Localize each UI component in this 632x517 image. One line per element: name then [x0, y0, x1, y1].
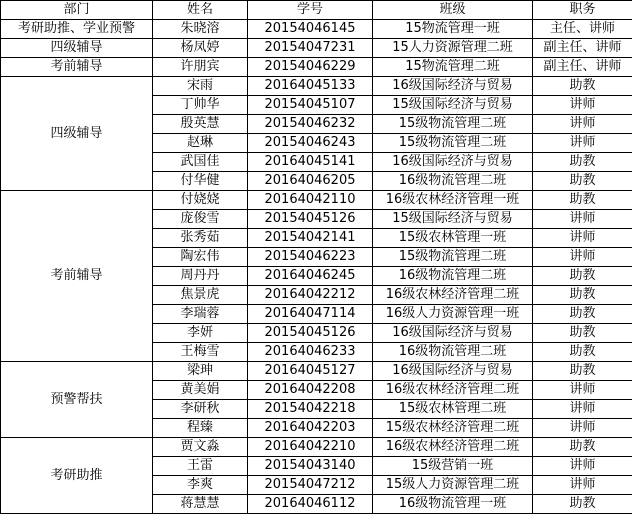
class-cell: 16级物流管理二班 [373, 267, 533, 286]
dept-cell: 考研助推、学业预警 [1, 20, 153, 39]
name-cell: 王梅雪 [153, 343, 248, 362]
class-cell: 16级国际经济与贸易 [373, 362, 533, 381]
student-id-cell: 20154047212 [248, 476, 373, 495]
class-cell: 16级农林经济管理一班 [373, 191, 533, 210]
student-id-cell: 20154045126 [248, 210, 373, 229]
role-cell: 助教 [533, 343, 632, 362]
student-id-cell: 20164042208 [248, 381, 373, 400]
header-student-id: 学号 [248, 1, 373, 20]
student-id-cell: 20164042212 [248, 286, 373, 305]
header-row [1, 1, 632, 20]
role-cell: 讲师 [533, 381, 632, 400]
table-row [1, 39, 632, 58]
role-cell: 讲师 [533, 96, 632, 115]
table-row [1, 362, 632, 381]
class-cell: 16级农林经济管理二班 [373, 381, 533, 400]
class-cell: 15级国际经济与贸易 [373, 210, 533, 229]
name-cell: 周丹丹 [153, 267, 248, 286]
name-cell: 贾文淼 [153, 438, 248, 457]
class-cell: 16级物流管理二班 [373, 343, 533, 362]
role-cell: 助教 [533, 77, 632, 96]
dept-cell: 预警帮扶 [1, 362, 153, 438]
name-cell: 付娆娆 [153, 191, 248, 210]
class-cell: 15级物流管理二班 [373, 134, 533, 153]
student-id-cell: 20154045126 [248, 324, 373, 343]
name-cell: 李瑞蓉 [153, 305, 248, 324]
dept-cell: 考研助推 [1, 438, 153, 514]
table-row [1, 20, 632, 39]
role-cell: 助教 [533, 438, 632, 457]
student-id-cell: 20164046205 [248, 172, 373, 191]
role-cell: 讲师 [533, 115, 632, 134]
class-cell: 15级农林经济管理二班 [373, 419, 533, 438]
student-id-cell: 20154047231 [248, 39, 373, 58]
name-cell: 张秀茹 [153, 229, 248, 248]
role-cell: 主任、讲师 [533, 20, 632, 39]
class-cell: 16级人力资源管理一班 [373, 305, 533, 324]
header-role: 职务 [533, 1, 632, 20]
student-id-cell: 20154046232 [248, 115, 373, 134]
role-cell: 讲师 [533, 229, 632, 248]
class-cell: 15级人力资源管理二班 [373, 476, 533, 495]
class-cell: 16级农林经济管理二班 [373, 438, 533, 457]
table-row [1, 77, 632, 96]
student-id-cell: 20154042218 [248, 400, 373, 419]
student-id-cell: 20154045107 [248, 96, 373, 115]
student-id-cell: 20154043140 [248, 457, 373, 476]
class-cell: 15物流管理二班 [373, 58, 533, 77]
class-cell: 15级物流管理二班 [373, 115, 533, 134]
class-cell: 16级物流管理二班 [373, 172, 533, 191]
class-cell: 15级国际经济与贸易 [373, 96, 533, 115]
class-cell: 15级营销一班 [373, 457, 533, 476]
dept-cell: 考前辅导 [1, 58, 153, 77]
student-id-cell: 20164047114 [248, 305, 373, 324]
role-cell: 讲师 [533, 210, 632, 229]
table-row [1, 438, 632, 457]
role-cell: 副主任、讲师 [533, 39, 632, 58]
role-cell: 助教 [533, 267, 632, 286]
role-cell: 助教 [533, 286, 632, 305]
role-cell: 助教 [533, 172, 632, 191]
dept-cell: 四级辅导 [1, 39, 153, 58]
class-cell: 15级农林管理一班 [373, 229, 533, 248]
student-id-cell: 20164042110 [248, 191, 373, 210]
header-name: 姓名 [153, 1, 248, 20]
header-class: 班级 [373, 1, 533, 20]
student-id-cell: 20154046243 [248, 134, 373, 153]
name-cell: 蒋慧慧 [153, 495, 248, 514]
student-id-cell: 20164042210 [248, 438, 373, 457]
role-cell: 讲师 [533, 400, 632, 419]
table-row [1, 191, 632, 210]
student-id-cell: 20154046223 [248, 248, 373, 267]
student-id-cell: 20164046112 [248, 495, 373, 514]
name-cell: 李研秋 [153, 400, 248, 419]
role-cell: 讲师 [533, 419, 632, 438]
name-cell: 程臻 [153, 419, 248, 438]
role-cell: 助教 [533, 495, 632, 514]
name-cell: 王雷 [153, 457, 248, 476]
role-cell: 助教 [533, 305, 632, 324]
name-cell: 李妍 [153, 324, 248, 343]
name-cell: 武国佳 [153, 153, 248, 172]
header-dept: 部门 [1, 1, 153, 20]
role-cell: 讲师 [533, 476, 632, 495]
table-body [1, 20, 632, 514]
table-row [1, 58, 632, 77]
student-id-cell: 20164045133 [248, 77, 373, 96]
class-cell: 15级农林管理二班 [373, 400, 533, 419]
role-cell: 助教 [533, 324, 632, 343]
class-cell: 16级农林经济管理二班 [373, 286, 533, 305]
role-cell: 助教 [533, 153, 632, 172]
student-id-cell: 20164045141 [248, 153, 373, 172]
student-id-cell: 20164042203 [248, 419, 373, 438]
student-id-cell: 20164045127 [248, 362, 373, 381]
name-cell: 梁珅 [153, 362, 248, 381]
role-cell: 助教 [533, 362, 632, 381]
name-cell: 殷英慧 [153, 115, 248, 134]
class-cell: 15人力资源管理二班 [373, 39, 533, 58]
name-cell: 杨凤婷 [153, 39, 248, 58]
student-id-cell: 20164046245 [248, 267, 373, 286]
name-cell: 许朋宾 [153, 58, 248, 77]
dept-cell: 考前辅导 [1, 191, 153, 362]
name-cell: 黄美娟 [153, 381, 248, 400]
name-cell: 陶宏伟 [153, 248, 248, 267]
student-id-cell: 20154042141 [248, 229, 373, 248]
role-cell: 讲师 [533, 248, 632, 267]
student-id-cell: 20154046229 [248, 58, 373, 77]
name-cell: 朱晓溶 [153, 20, 248, 39]
role-cell: 副主任、讲师 [533, 58, 632, 77]
name-cell: 焦景虎 [153, 286, 248, 305]
name-cell: 赵琳 [153, 134, 248, 153]
class-cell: 16级国际经济与贸易 [373, 324, 533, 343]
name-cell: 李爽 [153, 476, 248, 495]
name-cell: 付华健 [153, 172, 248, 191]
class-cell: 16级国际经济与贸易 [373, 77, 533, 96]
dept-cell: 四级辅导 [1, 77, 153, 191]
class-cell: 16级物流管理一班 [373, 495, 533, 514]
name-cell: 庞俊雪 [153, 210, 248, 229]
class-cell: 15物流管理一班 [373, 20, 533, 39]
student-id-cell: 20164046233 [248, 343, 373, 362]
name-cell: 宋雨 [153, 77, 248, 96]
name-cell: 丁帅华 [153, 96, 248, 115]
class-cell: 15级物流管理二班 [373, 248, 533, 267]
role-cell: 讲师 [533, 134, 632, 153]
role-cell: 助教 [533, 191, 632, 210]
student-id-cell: 20154046145 [248, 20, 373, 39]
class-cell: 16级国际经济与贸易 [373, 153, 533, 172]
role-cell: 讲师 [533, 457, 632, 476]
